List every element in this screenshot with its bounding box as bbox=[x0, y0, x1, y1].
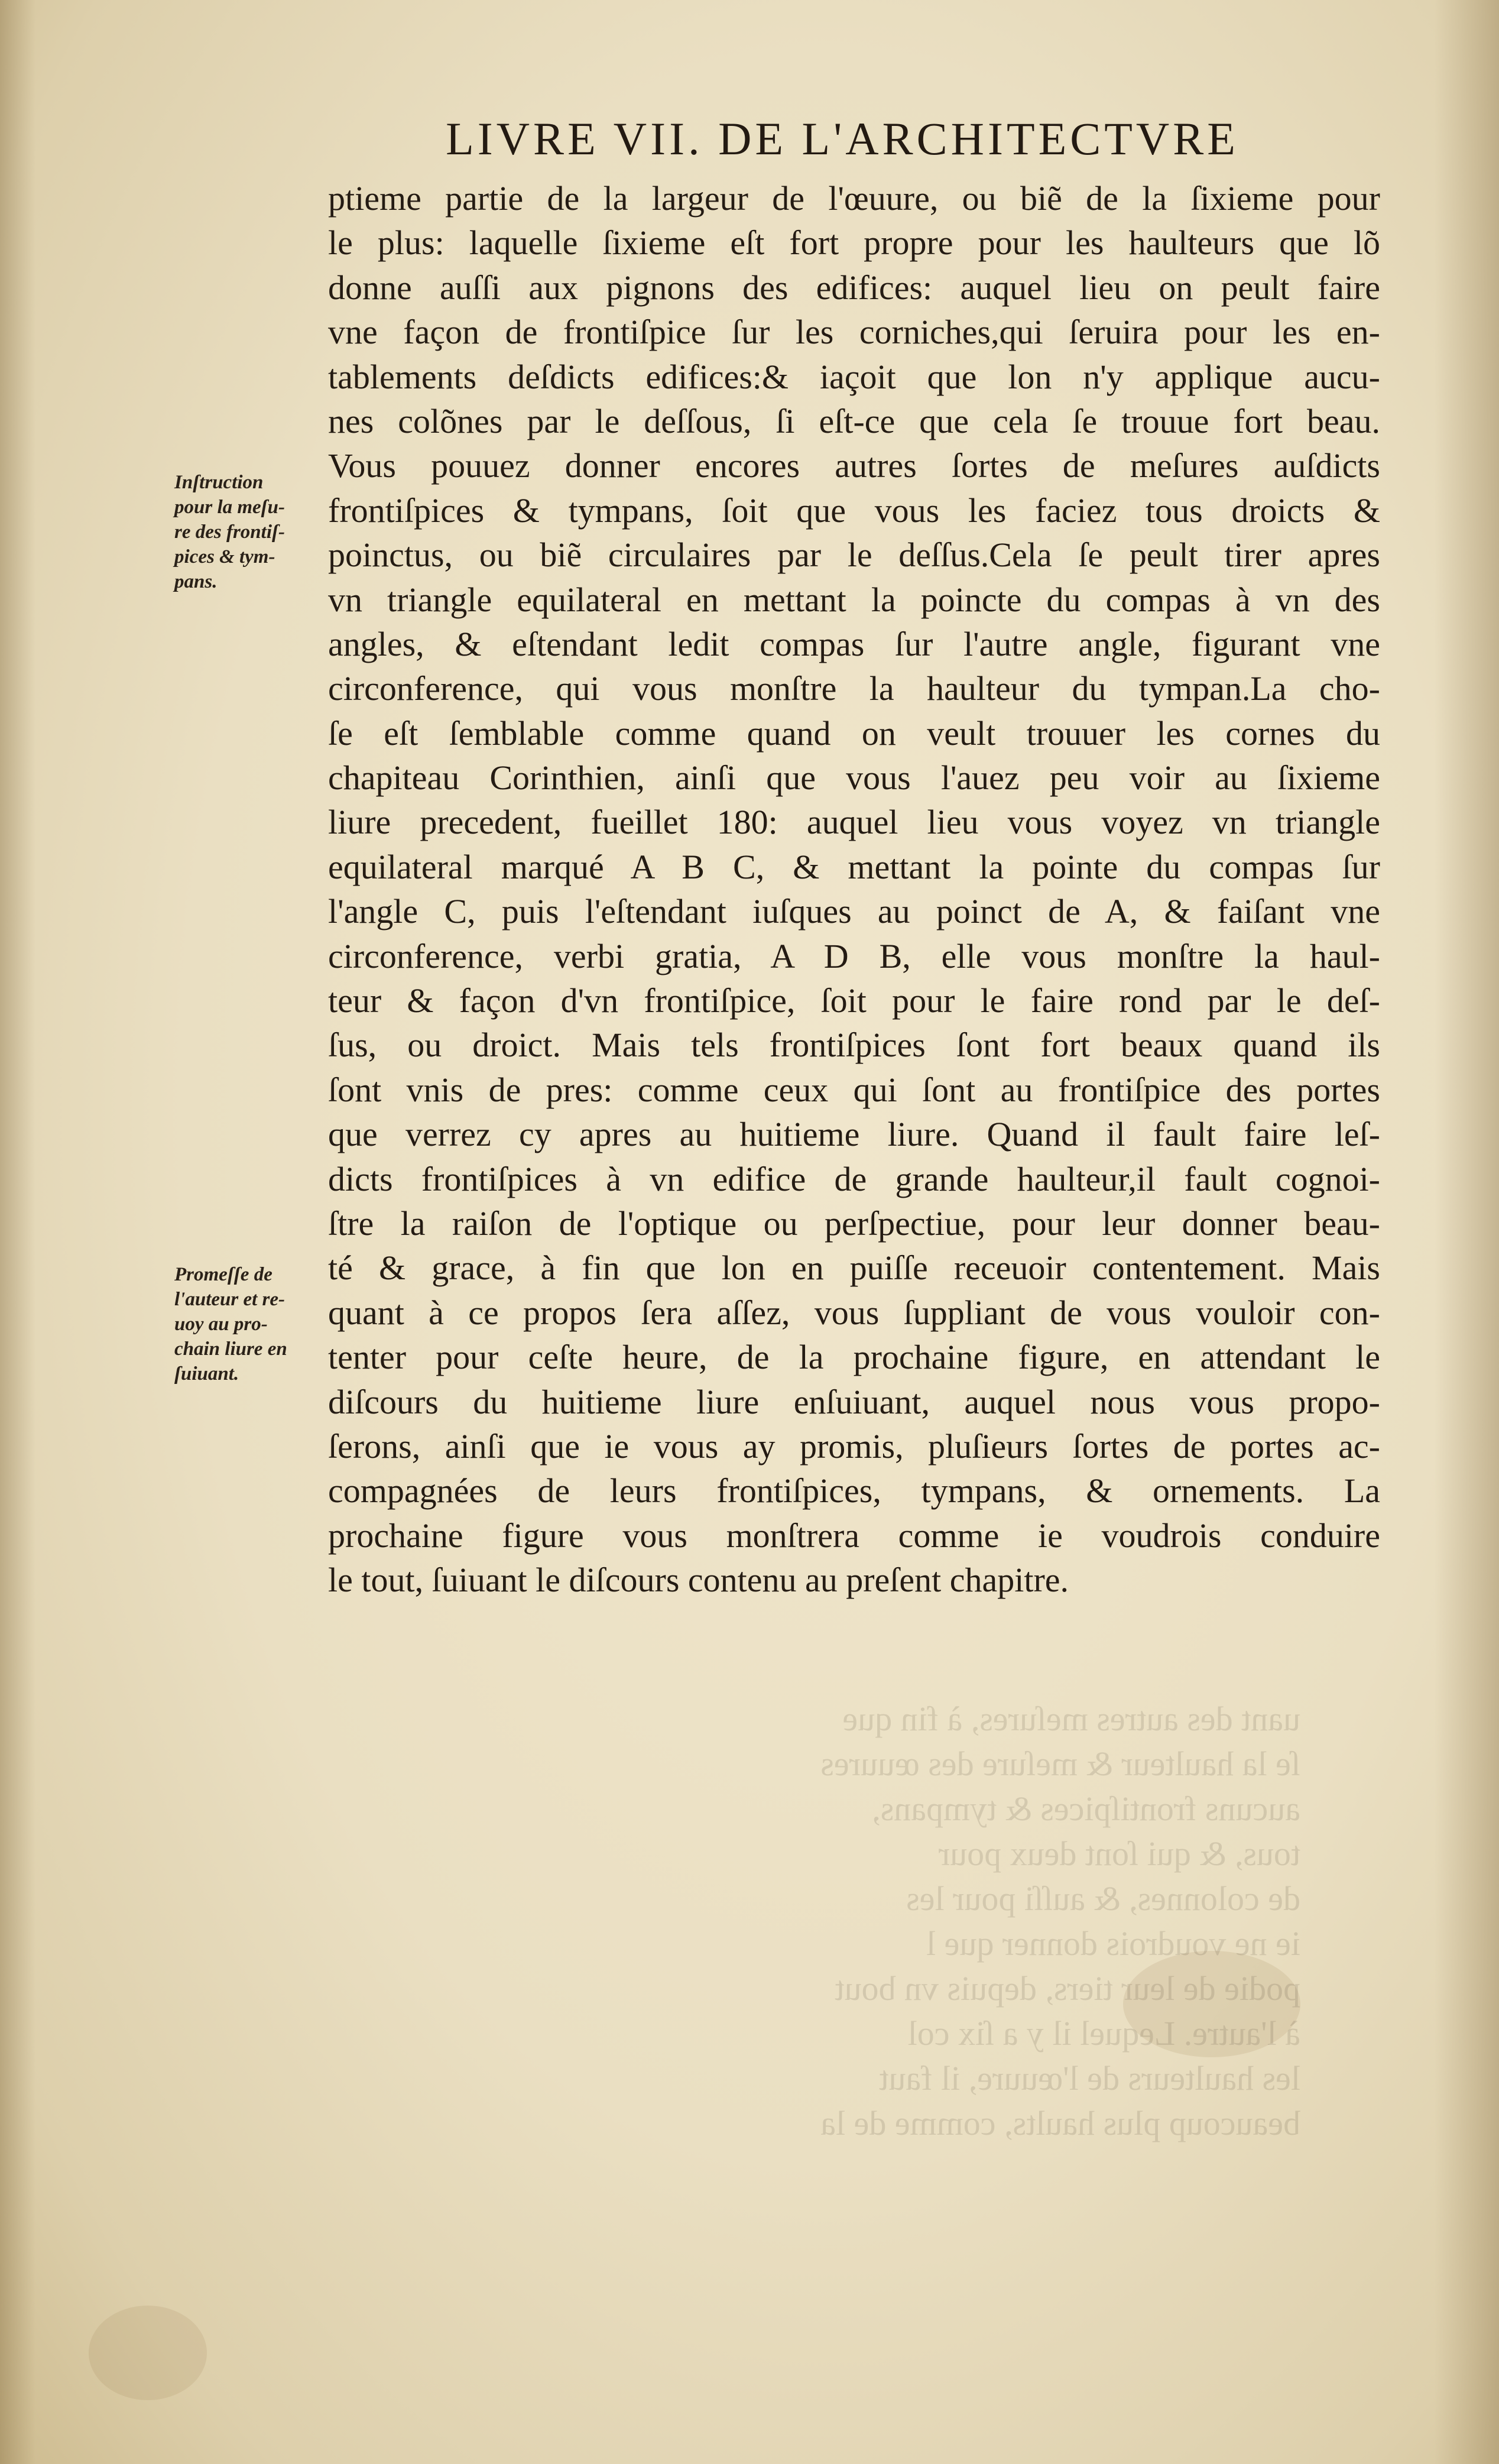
margin-note-line: ſuiuant. bbox=[174, 1363, 239, 1385]
text-line: dicts frontiſpices à vn edifice de grande haulteur,il fault cognoi- bbox=[328, 1159, 1380, 1198]
text-line: equilateral marqué A B C, & mettant la pointe du compas ſur bbox=[328, 847, 1380, 886]
text-line: Vous pouuez donner encores autres ſortes de meſures auſdicts bbox=[328, 446, 1380, 485]
text-line: ſerons, ainſi que ie vous ay promis, pluſieurs ſortes de portes ac- bbox=[328, 1426, 1380, 1466]
text-line: nes colõnes par le deſſous, ſi eſt-ce que cela ſe trouue fort beau. bbox=[328, 401, 1380, 440]
running-head: LIVRE VII. DE L'ARCHITECTVRE bbox=[446, 113, 1239, 164]
text-line: ſont vnis de pres: comme ceux qui ſont au frontiſpice des portes bbox=[328, 1070, 1380, 1109]
text-line: circonference, qui vous monſtre la haulteur du tympan.La cho- bbox=[328, 669, 1380, 708]
paper-stain bbox=[89, 2306, 207, 2400]
text-line: donne auſſi aux pignons des edifices: auquel lieu on peult faire bbox=[328, 268, 1380, 307]
text-line: chapiteau Corinthien, ainſi que vous l'auez peu voir au ſixieme bbox=[328, 758, 1380, 797]
margin-note-line: pour la meſu- bbox=[174, 497, 285, 518]
show-through-bleed: uant des autres meſures, à fin que ſe la haulteur & meſure des œuures aucuns frontiſpices & tympans, tous, & qui ſont deux pour de colonnes, & auſſi pour les ie ne voudrois donner que l podie de leur tiers, depuis vn bout à l'autre. Lequel il y a ſix col les haulteurs de l'œuure, il faut beaucoup plus haults, comme de la bbox=[820, 1700, 1300, 2142]
margin-note-line: Inſtruction bbox=[174, 472, 264, 493]
text-line: quant à ce propos ſera aſſez, vous ſuppliant de vous vouloir con- bbox=[328, 1293, 1380, 1332]
text-line: l'angle C, puis l'eſtendant iuſques au poinct de A, & faiſant vne bbox=[328, 892, 1380, 931]
margin-note-line: uoy au pro- bbox=[174, 1314, 268, 1335]
text-line: té & grace, à fin que lon en puiſſe receuoir contentement. Mais bbox=[328, 1249, 1380, 1288]
text-line: circonference, verbi gratia, A D B, elle vous monſtre la haul- bbox=[328, 936, 1380, 975]
margin-note-instruction bbox=[174, 470, 352, 594]
text-line: diſcours du huitieme liure enſuiuant, auquel nous vous propo- bbox=[328, 1382, 1380, 1421]
text-line: prochaine figure vous monſtrera comme ie voudrois conduire bbox=[328, 1516, 1380, 1555]
text-line: vne façon de frontiſpice ſur les corniches,qui ſeruira pour les en- bbox=[328, 313, 1380, 352]
text-line: ſe eſt ſemblable comme quand on veult trouuer les cornes du bbox=[328, 714, 1380, 753]
text-line: ſtre la raiſon de l'optique ou perſpectiue, pour leur donner beau- bbox=[328, 1204, 1380, 1243]
text-line: vn triangle equilateral en mettant la poincte du compas à vn des bbox=[328, 580, 1380, 619]
text-line: ptieme partie de la largeur de l'œuure, ou biẽ de la ſixieme pour bbox=[328, 179, 1380, 218]
margin-note-line: chain liure en bbox=[174, 1338, 287, 1360]
margin-note-line: pices & tym- bbox=[174, 546, 275, 568]
text-line: poinctus, ou biẽ circulaires par le deſſus.Cela ſe peult tirer apres bbox=[328, 536, 1380, 575]
margin-note-line: Promeſſe de bbox=[174, 1264, 272, 1285]
text-line: que verrez cy apres au huitieme liure. Quand il fault faire leſ- bbox=[328, 1115, 1380, 1154]
text-line: le tout, ſuiuant le diſcours contenu au preſent chapitre. bbox=[328, 1561, 1069, 1600]
text-line: tenter pour ceſte heure, de la prochaine figure, en attendant le bbox=[328, 1338, 1380, 1377]
body-text bbox=[328, 176, 1380, 1603]
text-line: le plus: laquelle ſixieme eſt fort propre pour les haulteurs que lõ bbox=[328, 223, 1380, 262]
text-line: ſus, ou droict. Mais tels frontiſpices ſont fort beaux quand ils bbox=[328, 1026, 1380, 1065]
margin-note-line: pans. bbox=[174, 571, 218, 592]
text-line: angles, & eſtendant ledit compas ſur l'autre angle, figurant vne bbox=[328, 624, 1380, 663]
text-line: liure precedent, fueillet 180: auquel lieu vous voyez vn triangle bbox=[328, 803, 1380, 842]
margin-note-line: l'auteur et re- bbox=[174, 1289, 285, 1310]
text-line: teur & façon d'vn frontiſpice, ſoit pour le faire rond par le deſ- bbox=[328, 981, 1380, 1020]
text-line: compagnées de leurs frontiſpices, tympans, & ornements. La bbox=[328, 1471, 1380, 1510]
margin-note-line: re des frontiſ- bbox=[174, 521, 285, 543]
text-line: tablements deſdicts edifices:& iaçoit que lon n'y applique aucu- bbox=[328, 357, 1380, 396]
margin-note-promise bbox=[174, 1262, 352, 1386]
text-line: frontiſpices & tympans, ſoit que vous les faciez tous droicts & bbox=[328, 491, 1380, 530]
